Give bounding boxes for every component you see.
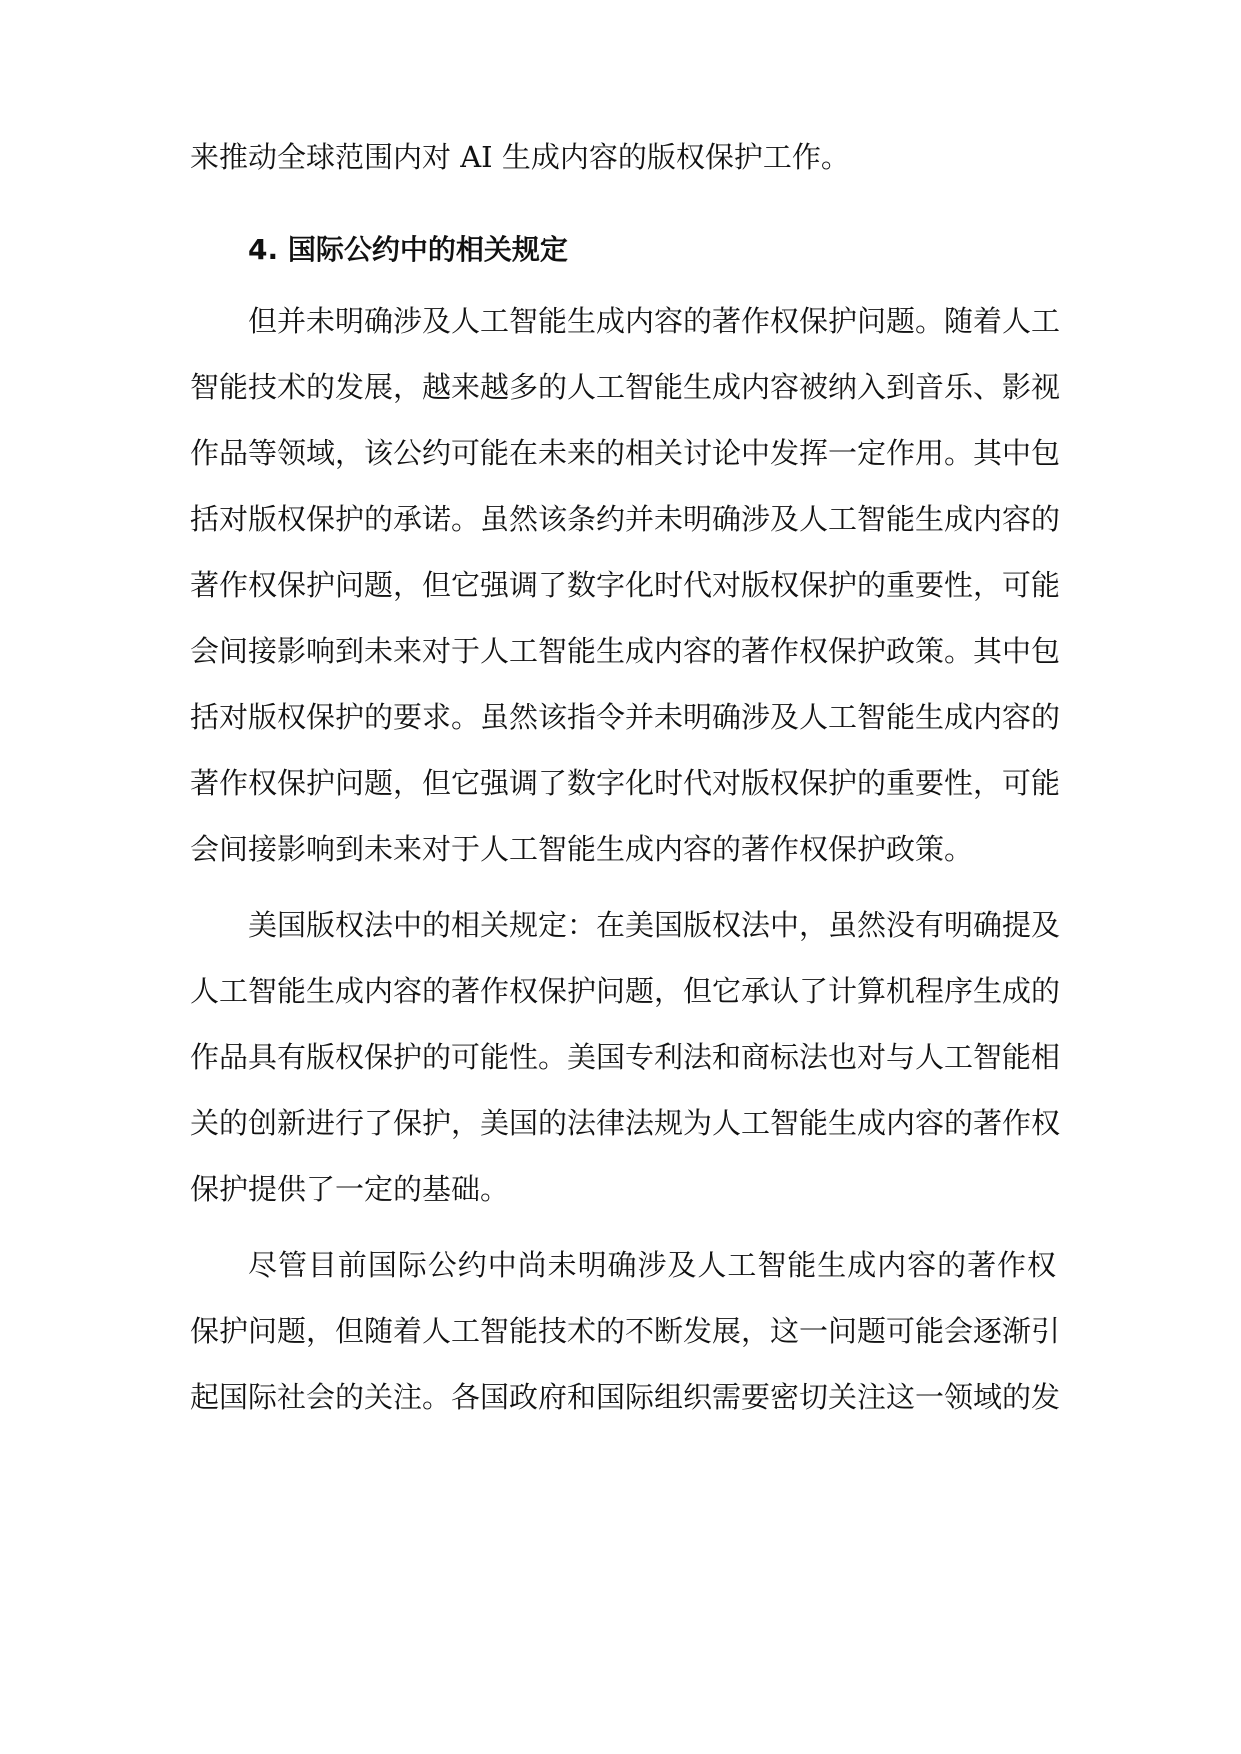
paragraph-line: 会间接影响到未来对于人工智能生成内容的著作权保护政策。 xyxy=(190,832,974,866)
paragraph-line: 作品具有版权保护的可能性。美国专利法和商标法也对与人工智能相 xyxy=(190,1040,1061,1074)
paragraph-line: 但并未明确涉及人工智能生成内容的著作权保护问题。随着人工 xyxy=(248,304,1061,338)
document-page xyxy=(190,0,1061,1754)
paragraph-line: 会间接影响到未来对于人工智能生成内容的著作权保护政策。其中包 xyxy=(190,634,1061,668)
paragraph-line: 关的创新进行了保护，美国的法律法规为人工智能生成内容的著作权 xyxy=(190,1106,1061,1140)
paragraph-line: 智能技术的发展，越来越多的人工智能生成内容被纳入到音乐、影视 xyxy=(190,370,1061,404)
paragraph-line: 人工智能生成内容的著作权保护问题，但它承认了计算机程序生成的 xyxy=(190,974,1061,1008)
paragraph-line: 尽管目前国际公约中尚未明确涉及人工智能生成内容的著作权 xyxy=(248,1248,1056,1282)
paragraph-line: 著作权保护问题，但它强调了数字化时代对版权保护的重要性，可能 xyxy=(190,766,1061,800)
paragraph-line: 著作权保护问题，但它强调了数字化时代对版权保护的重要性，可能 xyxy=(190,568,1061,602)
paragraph-line: 保护问题，但随着人工智能技术的不断发展，这一问题可能会逐渐引 xyxy=(190,1314,1061,1348)
paragraph-line: 括对版权保护的要求。虽然该指令并未明确涉及人工智能生成内容的 xyxy=(190,700,1061,734)
paragraph-line: 作品等领域，该公约可能在未来的相关讨论中发挥一定作用。其中包 xyxy=(190,436,1061,470)
paragraph-line: 美国版权法中的相关规定：在美国版权法中，虽然没有明确提及 xyxy=(248,908,1061,942)
paragraph-line: 保护提供了一定的基础。 xyxy=(190,1172,510,1206)
paragraph-line: 起国际社会的关注。各国政府和国际组织需要密切关注这一领域的发 xyxy=(190,1380,1061,1414)
paragraph-line: 来推动全球范围内对 AI 生成内容的版权保护工作。 xyxy=(190,140,850,174)
section-heading: 4. 国际公约中的相关规定 xyxy=(248,233,568,266)
paragraph-line: 括对版权保护的承诺。虽然该条约并未明确涉及人工智能生成内容的 xyxy=(190,502,1061,536)
